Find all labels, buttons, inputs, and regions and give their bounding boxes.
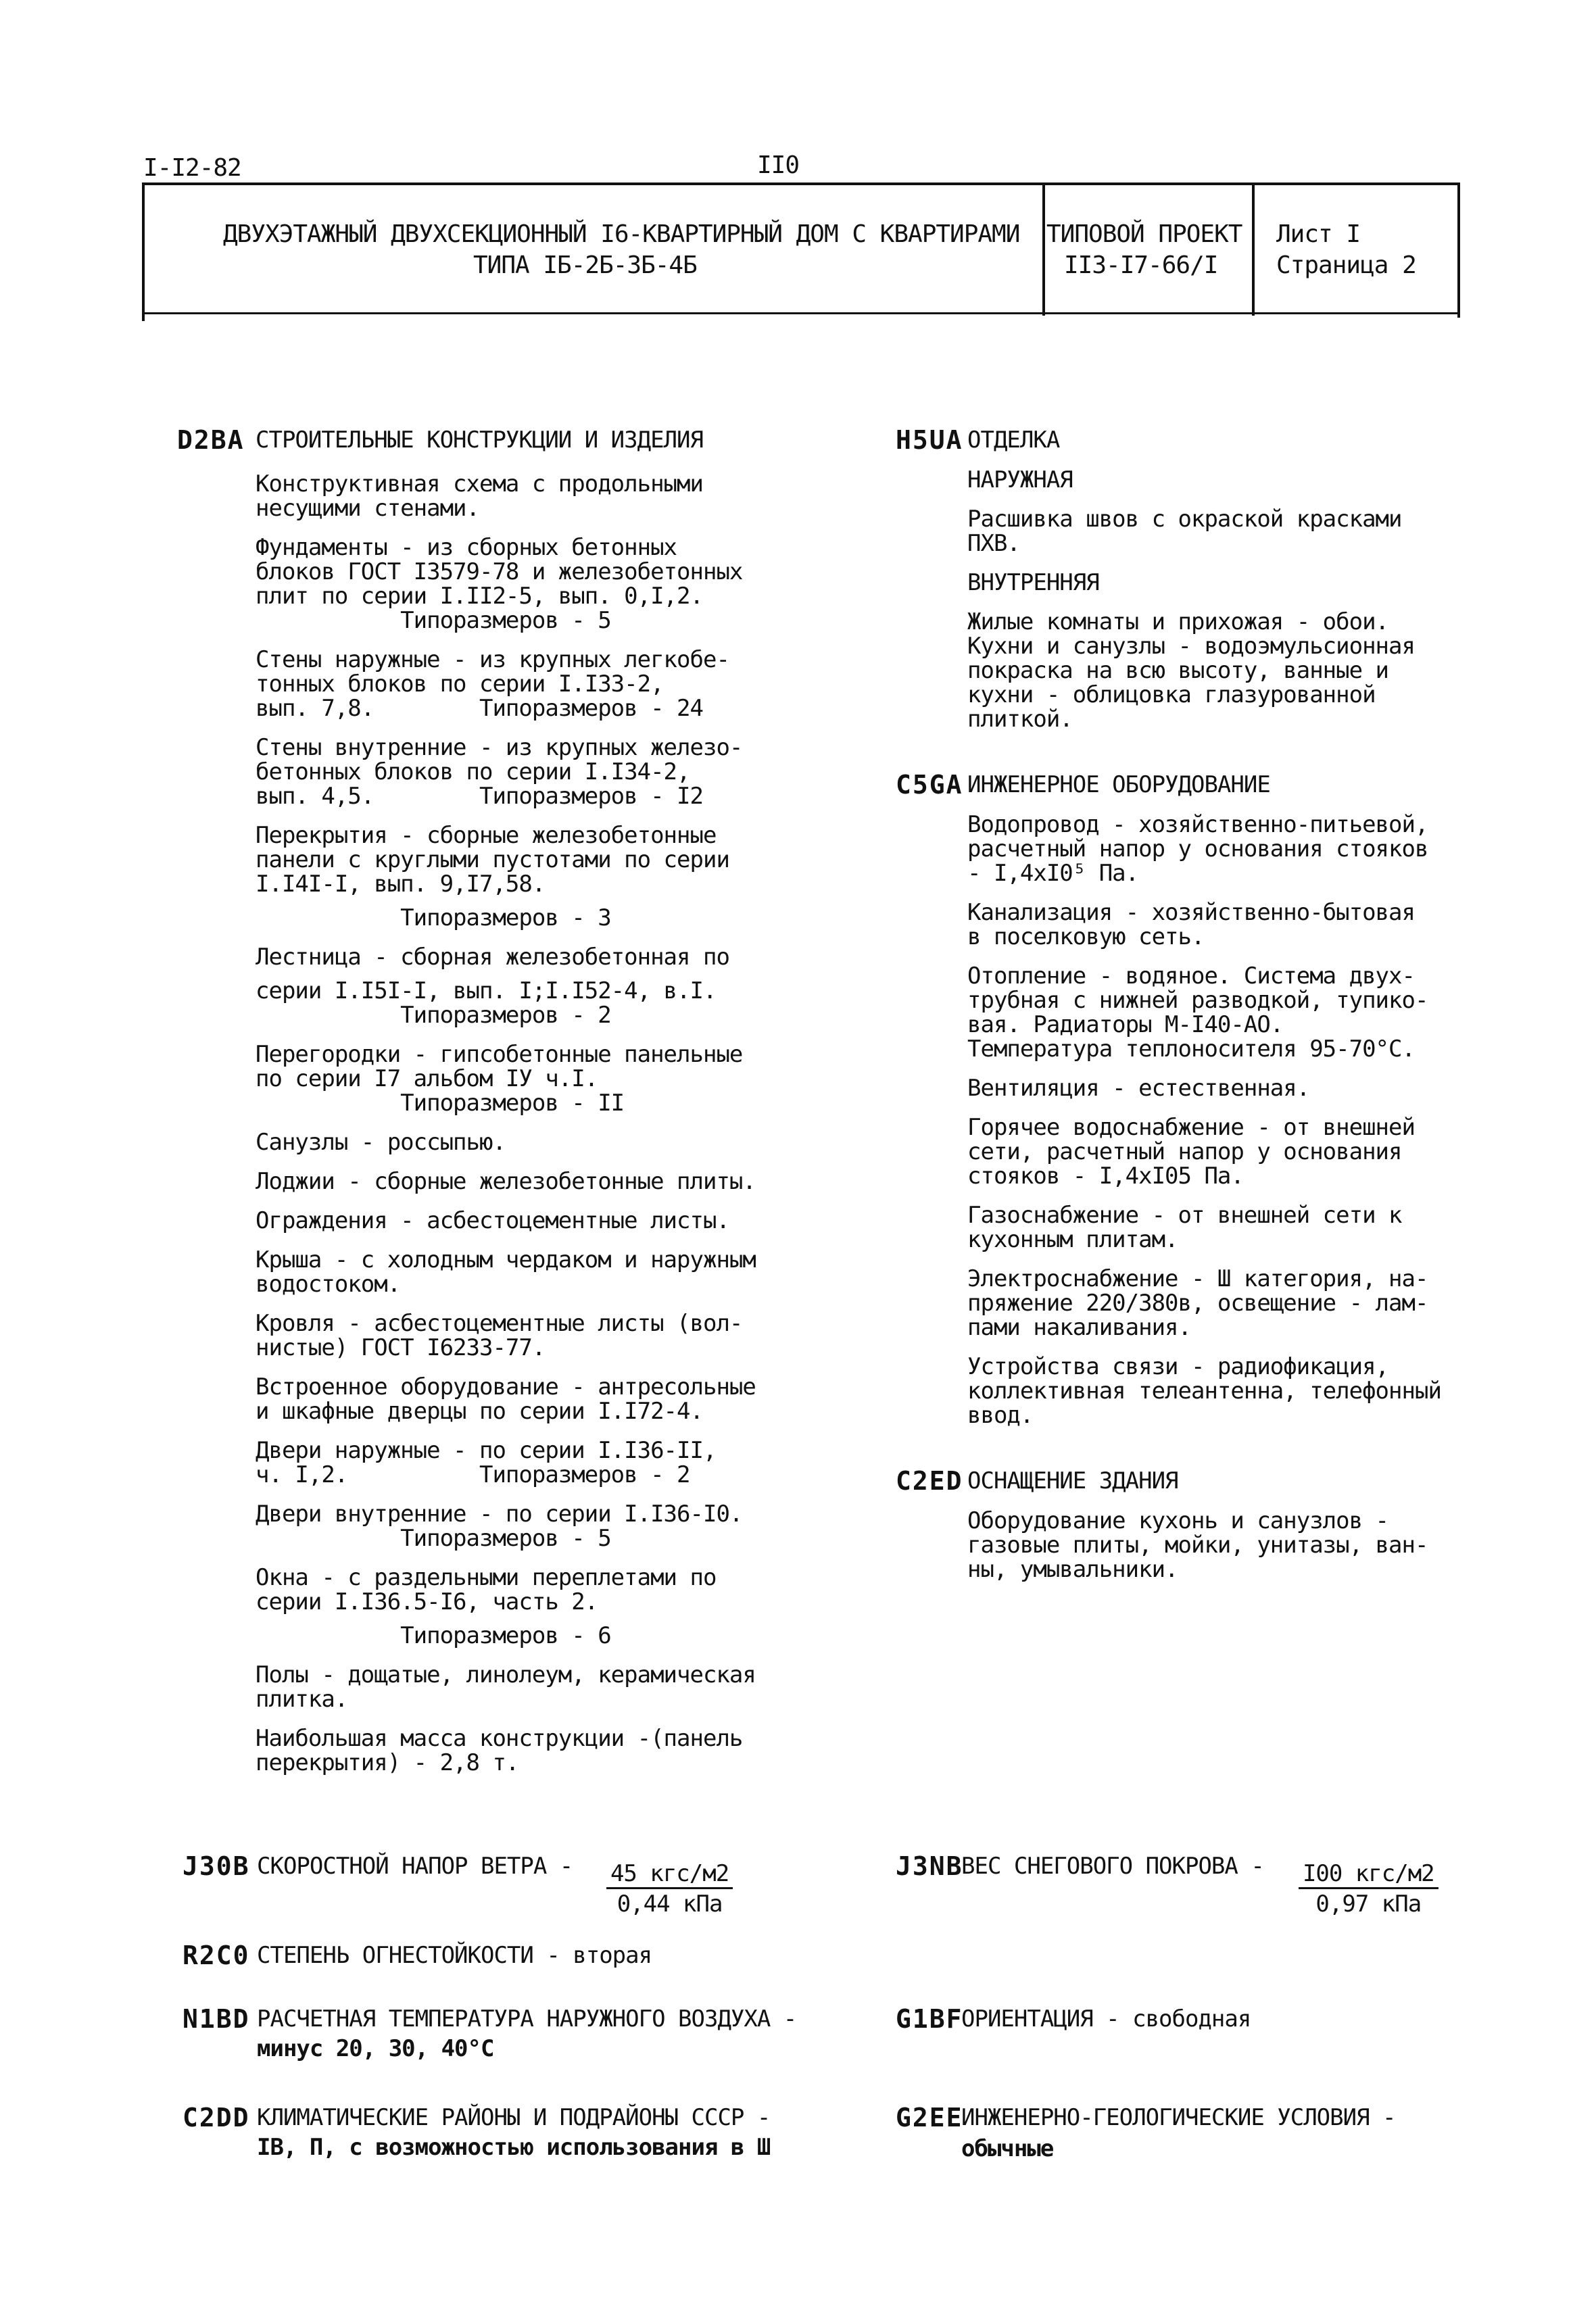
text-line: вып. 4,5. Типоразмеров - I2 [256, 783, 703, 810]
section-code: C5GA [896, 770, 963, 800]
text-line: Типоразмеров - 5 [256, 607, 611, 634]
text-line: Окна - с раздельными переплетами по [256, 1564, 717, 1591]
fire-resistance: СТЕПЕНЬ ОГНЕСТОЙКОСТИ - вторая [257, 1942, 652, 1969]
text-line: Типоразмеров - 3 [256, 904, 611, 931]
section-item [967, 570, 1464, 595]
text-line: пряжение 220/380в, освещение - лам- [967, 1290, 1428, 1317]
construction-items [256, 472, 783, 1790]
text-line: плит по серии I.II2-5, вып. 0,I,2. [256, 583, 703, 610]
construction-item [256, 1311, 783, 1360]
section-item [967, 610, 1464, 731]
orientation: ОРИЕНТАЦИЯ - свободная [961, 2005, 1251, 2032]
text-line: блоков ГОСТ I3579-78 и железобетонных [256, 558, 743, 585]
text-line: Кухни и санузлы - водоэмульсионная [967, 633, 1415, 660]
section-item [967, 1267, 1464, 1340]
text-line: покраска на всю высоту, ванные и [967, 657, 1389, 684]
text-line: ПХВ. [967, 530, 1020, 557]
text-line: и шкафные дверцы по серии I.I72-4. [256, 1398, 703, 1425]
text-line: серии I.I36.5-I6, часть 2. [256, 1588, 598, 1615]
text-line: вая. Радиаторы М-I40-АО. [967, 1011, 1284, 1038]
text-line: сети, расчетный напор у основания [967, 1138, 1402, 1165]
text-line: серии I.I5I-I, вып. I;I.I52-4, в.I. [256, 977, 717, 1004]
construction-item [256, 1248, 783, 1296]
fire-code: R2C0 [183, 1941, 250, 1970]
text-line: Температура теплоносителя 95-70°С. [967, 1035, 1415, 1063]
page-label: Страница 2 [1276, 251, 1416, 279]
page-number: II0 [757, 151, 800, 179]
text-line: Встроенное оборудование - антресольные [256, 1373, 756, 1400]
text-line: - I,4xI0⁵ Па. [967, 860, 1139, 887]
text-line: Горячее водоснабжение - от внешней [967, 1114, 1415, 1141]
construction-item [256, 1565, 783, 1648]
text-line: трубная с нижней разводкой, тупико- [967, 987, 1428, 1014]
right-section [896, 1468, 1464, 1582]
text-line: Оборудование кухонь и санузлов - [967, 1507, 1389, 1534]
text-line: Водопровод - хозяйственно-питьевой, [967, 811, 1428, 838]
text-line: Типоразмеров - 6 [256, 1622, 611, 1649]
text-line: Наибольшая масса конструкции -(панель [256, 1725, 743, 1752]
text-line: Жилые комнаты и прихожая - обои. [967, 608, 1389, 635]
snow-code: J3NB [896, 1851, 963, 1881]
text-line: плитка. [256, 1686, 348, 1713]
text-line: Перекрытия - сборные железобетонные [256, 822, 717, 849]
construction-item [256, 735, 783, 808]
text-line: по серии I7 альбом IУ ч.I. [256, 1065, 598, 1092]
section-heading: СТРОИТЕЛЬНЫЕ КОНСТРУКЦИИ И ИЗДЕЛИЯ [256, 427, 703, 454]
construction-item [256, 1438, 783, 1487]
text-line: Крыша - с холодным чердаком и наружным [256, 1246, 756, 1273]
climate-code: C2DD [183, 2103, 250, 2133]
geology-values: обычные [961, 2135, 1054, 2162]
text-line: вып. 7,8. Типоразмеров - 24 [256, 695, 703, 722]
text-line: бетонных блоков по серии I.I34-2, [256, 758, 690, 785]
text-line: Вентиляция - естественная. [967, 1075, 1310, 1102]
text-line: водостоком. [256, 1271, 401, 1298]
section-item [967, 1076, 1464, 1100]
text-line: кухонным плитам. [967, 1226, 1178, 1253]
orientation-code: G1BF [896, 2004, 963, 2034]
temperature-values: минус 20, 30, 40°С [257, 2035, 494, 2062]
text-line: Фундаменты - из сборных бетонных [256, 534, 677, 561]
text-line: Кровля - асбестоцементные листы (вол- [256, 1310, 743, 1337]
right-section [896, 427, 1464, 731]
section-item [967, 964, 1464, 1061]
wind-label: СКОРОСТНОЙ НАПОР ВЕТРА - [257, 1853, 573, 1880]
text-line: Перегородки - гипсобетонные панельные [256, 1041, 743, 1068]
section-item [967, 1203, 1464, 1252]
section-item [967, 1355, 1464, 1428]
text-line: Типоразмеров - 2 [256, 1002, 611, 1029]
text-line: газовые плиты, мойки, унитазы, ван- [967, 1532, 1428, 1559]
section-heading: ОТДЕЛКА [967, 427, 1060, 454]
construction-item [256, 1042, 783, 1115]
sheet-label: Лист I [1276, 220, 1361, 248]
section-item [967, 468, 1464, 492]
geology-code: G2EE [896, 2103, 963, 2133]
text-line: перекрытия) - 2,8 т. [256, 1749, 519, 1776]
section-code: D2BA [177, 425, 245, 455]
text-line: пами накаливания. [967, 1314, 1191, 1341]
text-line: коллективная телеантенна, телефонный [967, 1378, 1441, 1405]
text-line: Стены наружные - из крупных легкобе- [256, 646, 729, 673]
snow-kgs: I00 кгс/м2 [1299, 1861, 1438, 1889]
text-line: нистые) ГОСТ I6233-77. [256, 1334, 546, 1361]
construction-item [256, 1375, 783, 1423]
text-line: Конструктивная схема с продольными [256, 470, 703, 497]
text-line: Двери наружные - по серии I.I36-II, [256, 1437, 717, 1464]
project-label: ТИПОВОЙ ПРОЕКТ [1046, 220, 1242, 248]
right-sections [896, 427, 1464, 1597]
text-line: Устройства связи - радиофикация, [967, 1353, 1389, 1380]
text-line: Канализация - хозяйственно-бытовая [967, 899, 1415, 926]
text-line: ввод. [967, 1402, 1034, 1429]
text-line: ВНУТРЕННЯЯ [967, 569, 1099, 596]
section-item [967, 900, 1464, 949]
right-section [896, 772, 1464, 1428]
construction-item [256, 945, 783, 1027]
text-line: кухни - облицовка глазурованной [967, 681, 1376, 708]
climate-values: IВ, П, с возможностью использования в Ш [257, 2134, 771, 2161]
construction-item [256, 472, 783, 520]
wind-code: J30B [183, 1851, 250, 1881]
climate-heading: КЛИМАТИЧЕСКИЕ РАЙОНЫ И ПОДРАЙОНЫ СССР - [257, 2104, 771, 2131]
section-item [967, 1115, 1464, 1188]
text-line: ны, умывальники. [967, 1556, 1178, 1583]
section-heading: ОСНАЩЕНИЕ ЗДАНИЯ [967, 1467, 1178, 1494]
snow-kpa: 0,97 кПа [1315, 1891, 1422, 1918]
title-line-1: ДВУХЭТАЖНЫЙ ДВУХСЕКЦИОННЫЙ I6-КВАРТИРНЫЙ ДОМ С КВАРТИРАМИ [223, 220, 1020, 248]
snow-load [1272, 1837, 1438, 1916]
text-line: Расшивка швов с окраской красками [967, 506, 1402, 533]
text-line: Электроснабжение - Ш категория, на- [967, 1265, 1428, 1292]
text-line: Газоснабжение - от внешней сети к [967, 1202, 1402, 1229]
section-item [967, 812, 1464, 885]
temperature-heading: РАСЧЕТНАЯ ТЕМПЕРАТУРА НАРУЖНОГО ВОЗДУХА - [257, 2005, 797, 2032]
construction-item [256, 823, 783, 930]
text-line: расчетный напор у основания стояков [967, 835, 1428, 862]
text-line: Лоджии - сборные железобетонные плиты. [256, 1168, 756, 1195]
text-line: несущими стенами. [256, 495, 479, 522]
text-line: Отопление - водяное. Система двух- [967, 962, 1415, 990]
title-line-2: ТИПА IБ-2Б-3Б-4Б [473, 251, 697, 279]
text-line: стояков - I,4xI05 Па. [967, 1163, 1244, 1190]
construction-item [256, 1130, 783, 1154]
construction-item [256, 1209, 783, 1233]
text-line: НАРУЖНАЯ [967, 466, 1073, 493]
text-line: ч. I,2. Типоразмеров - 2 [256, 1461, 690, 1488]
text-line: Полы - дощатые, линолеум, керамическая [256, 1661, 756, 1688]
text-line: Двери внутренние - по серии I.I36-I0. [256, 1501, 743, 1528]
construction-item [256, 1726, 783, 1775]
section-code: H5UA [896, 425, 963, 455]
text-line: Санузлы - россыпью. [256, 1129, 506, 1156]
construction-item [256, 648, 783, 721]
temperature-code: N1BD [183, 2004, 250, 2034]
construction-item [256, 1169, 783, 1194]
construction-item [256, 1663, 783, 1711]
snow-label: ВЕС СНЕГОВОГО ПОКРОВА - [961, 1853, 1264, 1880]
text-line: Ограждения - асбестоцементные листы. [256, 1207, 729, 1234]
wind-kgs: 45 кгс/м2 [606, 1861, 733, 1889]
text-line: в поселковую сеть. [967, 923, 1205, 950]
text-line: Типоразмеров - 5 [256, 1525, 611, 1552]
construction-item [256, 1502, 783, 1551]
document-code: I-I2-82 [143, 154, 241, 182]
text-line: Лестница - сборная железобетонная по [256, 944, 729, 971]
text-line: панели с круглыми пустотами по серии [256, 846, 729, 873]
text-line: Типоразмеров - II [256, 1090, 625, 1117]
text-line: плиткой. [967, 706, 1073, 733]
section-heading: ИНЖЕНЕРНОЕ ОБОРУДОВАНИЕ [967, 771, 1270, 798]
text-line: Стены внутренние - из крупных железо- [256, 734, 743, 761]
wind-load [580, 1837, 733, 1916]
section-item [967, 1509, 1464, 1582]
section-item [967, 507, 1464, 556]
project-number: II3-I7-66/I [1064, 251, 1218, 279]
text-line: I.I4I-I, вып. 9,I7,58. [256, 871, 546, 898]
geology-heading: ИНЖЕНЕРНО-ГЕОЛОГИЧЕСКИЕ УСЛОВИЯ - [961, 2104, 1396, 2131]
text-line: тонных блоков по серии I.I33-2, [256, 671, 664, 698]
wind-kpa: 0,44 кПа [616, 1891, 723, 1918]
construction-item [256, 535, 783, 633]
section-code: C2ED [896, 1466, 963, 1496]
